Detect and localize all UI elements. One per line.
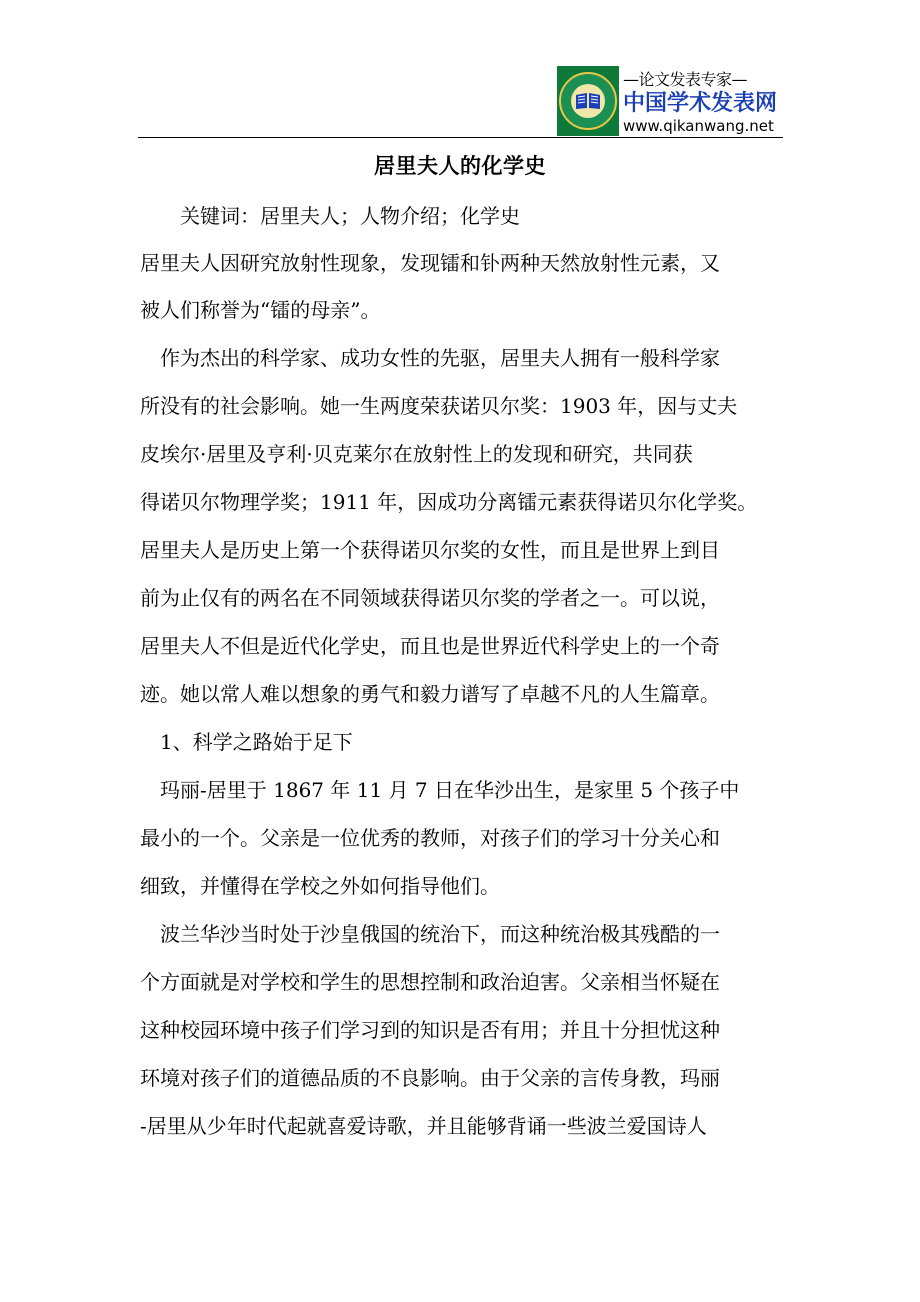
- publisher-logo: [557, 66, 782, 136]
- paragraph-line: 细致，并懂得在学校之外如何指导他们。: [140, 874, 500, 898]
- section-heading: 1、科学之路始于足下: [160, 730, 353, 754]
- logo-site-name: 中国学术发表网: [623, 91, 778, 116]
- logo-url: www.qikanwang.net: [623, 117, 774, 135]
- paragraph-line: 前为止仅有的两名在不同领域获得诺贝尔奖的学者之一。可以说，: [140, 586, 720, 610]
- paragraph-line: 迹。她以常人难以想象的勇气和毅力谱写了卓越不凡的人生篇章。: [140, 682, 720, 706]
- paragraph-line: 居里夫人因研究放射性现象，发现镭和钋两种天然放射性元素，又: [140, 251, 720, 275]
- paragraph-line: 得诺贝尔物理学奖；1911 年，因成功分离镭元素获得诺贝尔化学奖。: [140, 490, 758, 514]
- paragraph-line: 个方面就是对学校和学生的思想控制和政治迫害。父亲相当怀疑在: [140, 970, 720, 994]
- page-title: 居里夫人的化学史: [374, 153, 546, 178]
- paragraph-line: 这种校园环境中孩子们学习到的知识是否有用；并且十分担忧这种: [140, 1018, 720, 1042]
- paragraph-line: 作为杰出的科学家、成功女性的先驱，居里夫人拥有一般科学家: [160, 346, 720, 370]
- paragraph-line: 居里夫人是历史上第一个获得诺贝尔奖的女性，而且是世界上到目: [140, 538, 720, 562]
- paragraph-line: 被人们称誉为“镭的母亲”。: [140, 298, 381, 322]
- paragraph-line: 皮埃尔·居里及亨利·贝克莱尔在放射性上的发现和研究，共同获: [140, 442, 693, 466]
- paragraph-line: 玛丽-居里于 1867 年 11 月 7 日在华沙出生，是家里 5 个孩子中: [160, 778, 740, 802]
- logo-tagline: —论文发表专家—: [623, 70, 748, 89]
- paragraph-line: 波兰华沙当时处于沙皇俄国的统治下，而这种统治极其残酷的一: [160, 922, 720, 946]
- paragraph-line: -居里从少年时代起就喜爱诗歌，并且能够背诵一些波兰爱国诗人: [140, 1114, 707, 1138]
- keywords-line: 关键词：居里夫人；人物介绍；化学史: [180, 204, 520, 228]
- paragraph-line: 环境对孩子们的道德品质的不良影响。由于父亲的言传身教，玛丽: [140, 1066, 720, 1090]
- header-divider: [138, 137, 783, 138]
- paragraph-line: 居里夫人不但是近代化学史，而且也是世界近代科学史上的一个奇: [140, 634, 720, 658]
- seal-emblem: [557, 66, 619, 136]
- paragraph-line: 所没有的社会影响。她一生两度荣获诺贝尔奖：1903 年，因与丈夫: [140, 394, 738, 418]
- book-icon: [575, 92, 601, 110]
- paragraph-line: 最小的一个。父亲是一位优秀的教师，对孩子们的学习十分关心和: [140, 826, 720, 850]
